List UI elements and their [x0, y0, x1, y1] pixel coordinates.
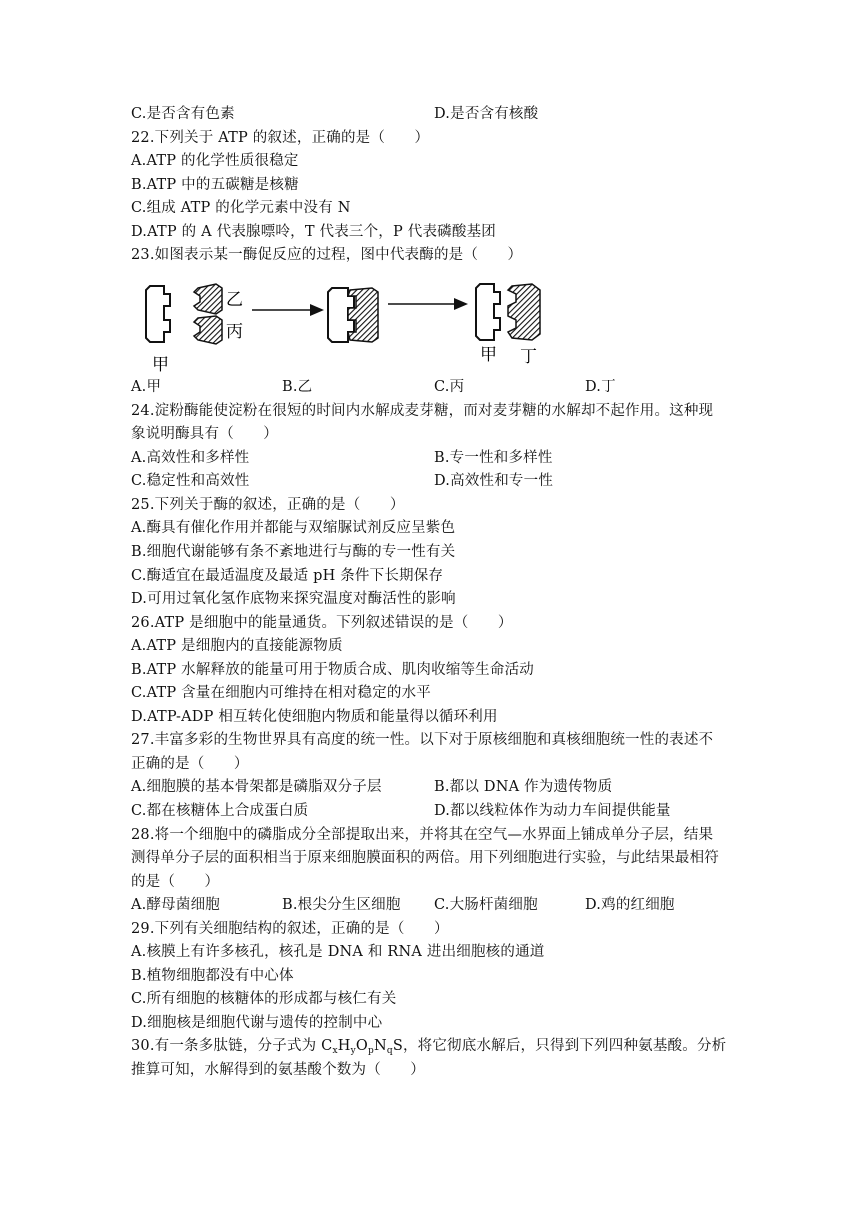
formula-sub-q: q	[386, 1046, 393, 1056]
q29-option-d: D.细胞核是细胞代谢与遗传的控制中心	[131, 1015, 383, 1031]
substrate-yi-shape	[194, 284, 222, 314]
q26-option-b: B.ATP 水解释放的能量可用于物质合成、肌肉收缩等生命活动	[131, 662, 534, 678]
formula-sub-x: x	[332, 1046, 338, 1056]
product-ding-shape	[508, 284, 540, 340]
q27-stem-line2: 正确的是（ ）	[131, 756, 249, 772]
enzyme-jia-right-shape	[476, 284, 500, 340]
q27-option-a: A.细胞膜的基本骨架都是磷脂双分子层	[131, 779, 382, 795]
q28-stem-line2: 测得单分子层的面积相当于原来细胞膜面积的两倍。用下列细胞进行实验，与此结果最相符	[131, 850, 719, 866]
q24-stem-line1: 24.淀粉酶能使淀粉在很短的时间内水解成麦芽糖，而对麦芽糖的水解却不起作用。这种现	[131, 403, 714, 419]
q28-stem-line3: 的是（ ）	[131, 874, 220, 890]
q24-stem-line2: 象说明酶具有（ ）	[131, 426, 278, 442]
substrate-bing-shape	[194, 316, 222, 344]
q27-option-d: D.都以线粒体作为动力车间提供能量	[434, 803, 671, 819]
q23-option-d: D.丁	[585, 379, 616, 395]
q30-stem-prefix: 30.有一条多肽链，分子式为 C	[131, 1038, 333, 1054]
q25-option-d: D.可用过氧化氢作底物来探究温度对酶活性的影响	[131, 591, 456, 607]
label-yi: 乙	[226, 290, 243, 310]
formula-n: N	[373, 1038, 387, 1054]
q28-option-a: A.酵母菌细胞	[131, 897, 220, 913]
label-jia-right: 甲	[480, 345, 497, 365]
q29-option-a: A.核膜上有许多核孔，核孔是 DNA 和 RNA 进出细胞核的通道	[131, 944, 545, 960]
formula-h: H	[337, 1038, 351, 1054]
q25-option-a: A.酶具有催化作用并都能与双缩脲试剂反应呈紫色	[131, 520, 456, 536]
q26-option-a: A.ATP 是细胞内的直接能源物质	[131, 638, 343, 654]
q29-option-b: B.植物细胞都没有中心体	[131, 968, 294, 984]
q28-option-d: D.鸡的红细胞	[585, 897, 675, 913]
q28-option-b: B.根尖分生区细胞	[282, 897, 401, 913]
q25-option-b: B.细胞代谢能够有条不紊地进行与酶的专一性有关	[131, 544, 456, 560]
q22-option-d: D.ATP 的 A 代表腺嘌呤，T 代表三个，P 代表磷酸基团	[131, 224, 496, 240]
formula-sub-y: y	[350, 1046, 356, 1056]
q23-option-b: B.乙	[282, 379, 313, 395]
q26-option-c: C.ATP 含量在细胞内可维持在相对稳定的水平	[131, 685, 432, 701]
q28-option-c: C.大肠杆菌细胞	[434, 897, 538, 913]
q30-stem-suffix: S，将它彻底水解后，只得到下列四种氨基酸。分析	[392, 1038, 727, 1054]
enzyme-reaction-figure	[134, 280, 564, 380]
q24-option-c: C.稳定性和高效性	[131, 473, 250, 489]
q21-option-d: D.是否含有核酸	[434, 106, 539, 122]
arrow-1-head	[310, 304, 324, 316]
q27-option-b: B.都以 DNA 作为遗传物质	[434, 779, 613, 795]
q27-stem-line1: 27.丰富多彩的生物世界具有高度的统一性。以下对于原核细胞和真核细胞统一性的表述不	[131, 732, 714, 748]
q22-stem: 22.下列关于 ATP 的叙述，正确的是（ ）	[131, 130, 430, 146]
formula-sub-p: p	[368, 1046, 374, 1056]
q26-option-d: D.ATP-ADP 相互转化使细胞内物质和能量得以循环利用	[131, 709, 498, 725]
q21-option-c: C.是否含有色素	[131, 106, 235, 122]
q30-stem-line2: 推算可知，水解得到的氨基酸个数为（ ）	[131, 1062, 425, 1078]
label-ding: 丁	[520, 347, 537, 367]
q23-option-c: C.丙	[434, 379, 465, 395]
q26-stem: 26.ATP 是细胞中的能量通货。下列叙述错误的是（ ）	[131, 615, 513, 631]
q28-stem-line1: 28.将一个细胞中的磷脂成分全部提取出来，并将其在空气—水界面上铺成单分子层，结果	[131, 827, 714, 843]
enzyme-diagram	[134, 280, 564, 376]
q25-option-c: C.酶适宜在最适温度及最适 pH 条件下长期保存	[131, 568, 444, 584]
formula-o: O	[355, 1038, 368, 1054]
q29-stem: 29.下列有关细胞结构的叙述，正确的是（ ）	[131, 921, 449, 937]
q22-option-c: C.组成 ATP 的化学元素中没有 N	[131, 200, 351, 216]
complex-substrate-shape	[348, 288, 378, 342]
arrow-2-head	[454, 298, 468, 310]
q30-stem-line1	[131, 1036, 726, 1056]
label-bing: 丙	[226, 322, 243, 342]
q27-option-c: C.都在核糖体上合成蛋白质	[131, 803, 309, 819]
q22-option-b: B.ATP 中的五碳糖是核糖	[131, 177, 299, 193]
q29-option-c: C.所有细胞的核糖体的形成都与核仁有关	[131, 991, 397, 1007]
q24-option-a: A.高效性和多样性	[131, 450, 250, 466]
label-jia-left: 甲	[152, 355, 169, 375]
q23-stem: 23.如图表示某一酶促反应的过程，图中代表酶的是（ ）	[131, 247, 523, 263]
enzyme-jia-left-shape	[146, 286, 170, 342]
q24-option-b: B.专一性和多样性	[434, 450, 553, 466]
q22-option-a: A.ATP 的化学性质很稳定	[131, 153, 299, 169]
q23-option-a: A.甲	[131, 379, 162, 395]
q25-stem: 25.下列关于酶的叙述，正确的是（ ）	[131, 497, 405, 513]
q24-option-d: D.高效性和专一性	[434, 473, 554, 489]
